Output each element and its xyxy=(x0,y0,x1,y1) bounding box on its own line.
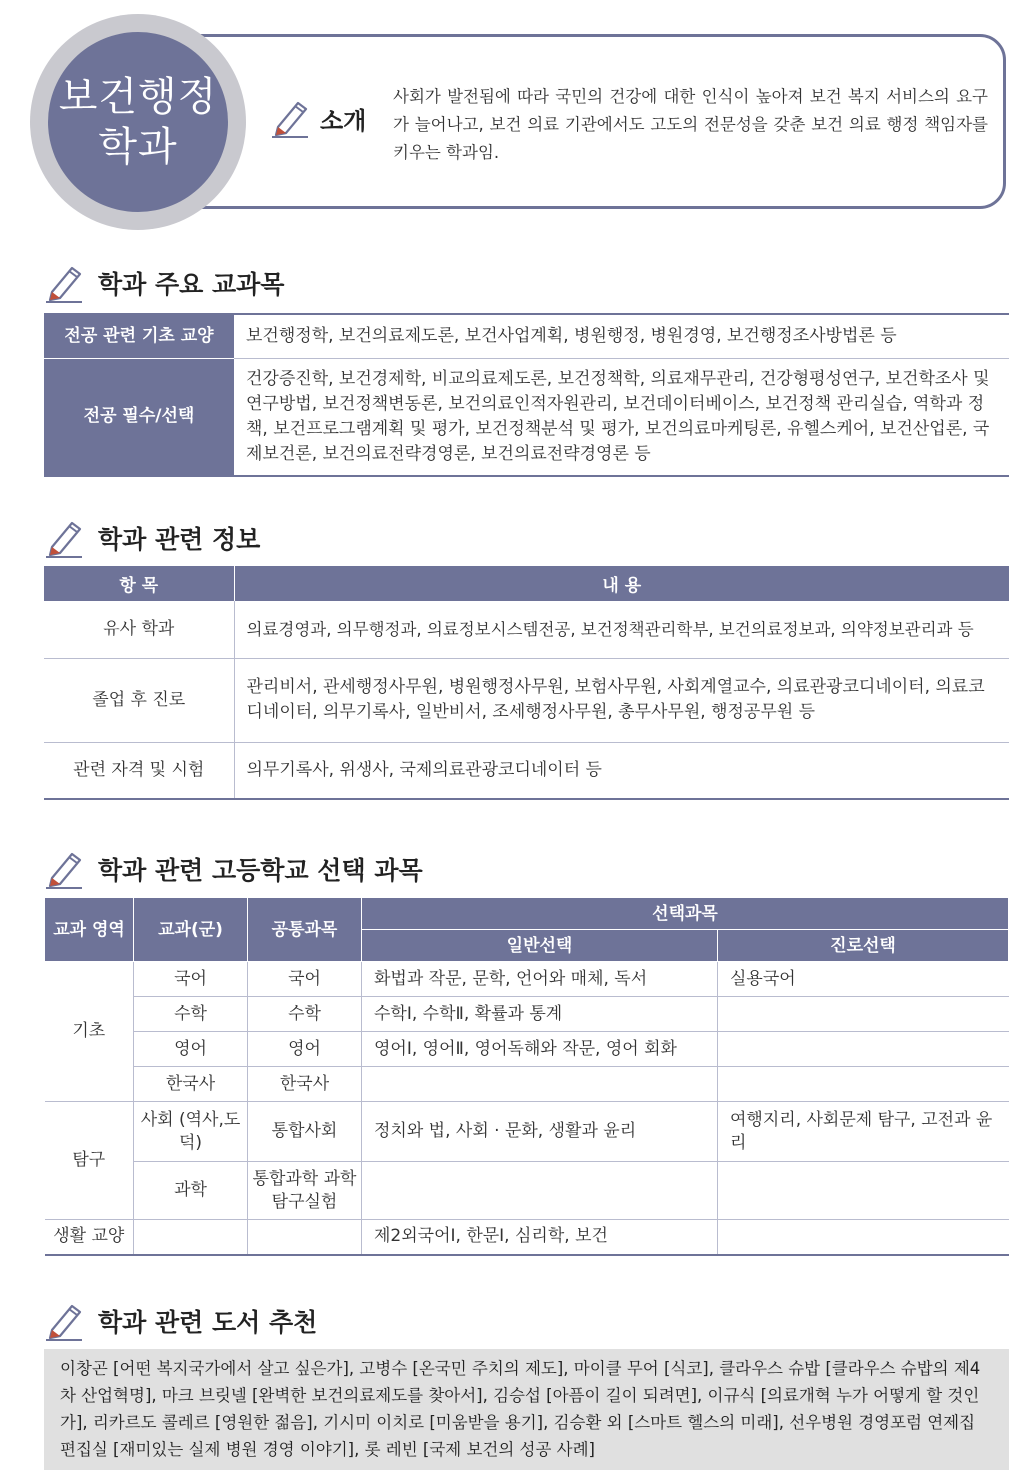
general-cell xyxy=(362,1162,718,1220)
section-title-courses: 학과 주요 교과목 xyxy=(44,262,284,304)
career-cell: 여행지리, 사회문제 탐구, 고전과 윤리 xyxy=(718,1102,1009,1162)
area-cell: 탐구 xyxy=(45,1102,134,1220)
row-label: 전공 필수/선택 xyxy=(44,358,234,476)
header-elective: 선택과목 xyxy=(362,898,1009,930)
table-row xyxy=(45,962,1009,997)
career-cell xyxy=(718,1162,1009,1220)
general-cell: 제2외국어Ⅰ, 한문Ⅰ, 심리학, 보건 xyxy=(362,1220,718,1255)
section-title-subjects: 학과 관련 고등학교 선택 과목 xyxy=(44,848,423,890)
header-group: 교과(군) xyxy=(134,898,248,962)
row-label: 전공 관련 기초 교양 xyxy=(44,314,234,358)
dept-title-line1: 보건행정 xyxy=(58,74,218,120)
area-cell: 생활 교양 xyxy=(45,1220,134,1255)
group-cell: 수학 xyxy=(134,997,248,1032)
header-content: 내 용 xyxy=(234,566,1009,601)
header-career: 진로선택 xyxy=(718,930,1009,962)
general-cell: 정치와 법, 사회 · 문화, 생활과 윤리 xyxy=(362,1102,718,1162)
courses-table xyxy=(44,313,1009,477)
table-row xyxy=(44,658,1009,742)
pencil-icon xyxy=(44,1300,84,1342)
table-row xyxy=(45,1220,1009,1255)
pencil-icon xyxy=(270,97,310,139)
group-cell: 영어 xyxy=(134,1032,248,1067)
common-cell: 국어 xyxy=(248,962,362,997)
common-cell: 통합과학 과학탐구실험 xyxy=(248,1162,362,1220)
table-row xyxy=(45,1067,1009,1102)
intro-text: 사회가 발전됨에 따라 국민의 건강에 대한 인식이 높아져 보건 복지 서비스의 요구가 늘어나고, 보건 의료 기관에서도 고도의 전문성을 갖춘 보건 의료 행정 책임자를 키우는 학과임. xyxy=(393,87,988,162)
career-cell xyxy=(718,1032,1009,1067)
career-cell xyxy=(718,997,1009,1032)
general-cell: 화법과 작문, 문학, 언어와 매체, 독서 xyxy=(362,962,718,997)
general-cell: 영어Ⅰ, 영어Ⅱ, 영어독해와 작문, 영어 회화 xyxy=(362,1032,718,1067)
book-recommendations: 이창곤 [어떤 복지국가에서 살고 싶은가], 고병수 [온국민 주치의 제도], 마이클 무어 [식코], 클라우스 슈밥 [클라우스 슈밥의 제4차 산업혁명], 마크 브릿넬 [완벽한 보건의료제도를 찾아서], 김승섭 [아픔이 길이 되려면], 이규식 [의료개혁 누가 어떻게 할 것인가], 리카르도 콜레르 [영원한 젊음], 기시미 이치로 [미움받을 용기], 김승환 외 [스마트 헬스의 미래], 선우병원 경영포럼 연제집 편집실 [재미있는 실제 병원 경영 이야기], 롯 레빈 [국제 보건의 성공 사례] xyxy=(44,1349,1009,1470)
general-cell: 수학Ⅰ, 수학Ⅱ, 확률과 통계 xyxy=(362,997,718,1032)
career-cell: 실용국어 xyxy=(718,962,1009,997)
common-cell: 영어 xyxy=(248,1032,362,1067)
group-cell: 사회 (역사,도덕) xyxy=(134,1102,248,1162)
table-row xyxy=(45,1032,1009,1067)
group-cell: 한국사 xyxy=(134,1067,248,1102)
table-row xyxy=(45,997,1009,1032)
section-title-info: 학과 관련 정보 xyxy=(44,517,260,559)
header-common: 공통과목 xyxy=(248,898,362,962)
dept-title-line2: 학과 xyxy=(98,124,178,170)
group-cell: 국어 xyxy=(134,962,248,997)
common-cell: 통합사회 xyxy=(248,1102,362,1162)
pencil-icon xyxy=(44,848,84,890)
row-content: 의료경영과, 의무행정과, 의료정보시스템전공, 보건정책관리학부, 보건의료정보과, 의약정보관리과 등 xyxy=(234,601,1009,658)
table-row xyxy=(44,358,1009,476)
career-cell xyxy=(718,1067,1009,1102)
group-cell xyxy=(134,1220,248,1255)
row-label: 관련 자격 및 시험 xyxy=(44,742,234,799)
table-row xyxy=(45,1162,1009,1220)
row-content: 관리비서, 관세행정사무원, 병원행정사무원, 보험사무원, 사회계열교수, 의료관광코디네이터, 의료코디네이터, 의무기록사, 일반비서, 조세행정사무원, 총무사무원, 행정공무원 등 xyxy=(234,658,1009,742)
general-cell xyxy=(362,1067,718,1102)
subjects-table xyxy=(44,897,1009,1256)
common-cell: 수학 xyxy=(248,997,362,1032)
row-content: 건강증진학, 보건경제학, 비교의료제도론, 보건정책학, 의료재무관리, 건강형평성연구, 보건학조사 및 연구방법, 보건정책변동론, 보건의료인적자원관리, 보건데이터베이스, 보건정책 관리실습, 역학과 정책, 보건프로그램계획 및 평가, 보건정책분석 및 평가, 보건의료마케팅론, 유헬스케어, 보건산업론, 국제보건론, 보건의료전략경영론, 보건의료전략경영론 등 xyxy=(246,368,990,464)
career-cell xyxy=(718,1220,1009,1255)
info-table xyxy=(44,566,1009,800)
pencil-icon xyxy=(44,262,84,304)
intro-label xyxy=(270,97,366,139)
table-row xyxy=(44,314,1009,358)
table-header xyxy=(44,566,1009,601)
table-header xyxy=(45,898,1009,930)
title-badge xyxy=(48,32,228,212)
table-row xyxy=(45,1102,1009,1162)
row-content: 보건행정학, 보건의료제도론, 보건사업계획, 병원행정, 병원경영, 보건행정조사방법론 등 xyxy=(234,314,1009,358)
group-cell: 과학 xyxy=(134,1162,248,1220)
table-row xyxy=(44,601,1009,658)
area-cell: 기초 xyxy=(45,962,134,1102)
section-title-books: 학과 관련 도서 추천 xyxy=(44,1300,317,1342)
row-label: 유사 학과 xyxy=(44,601,234,658)
pencil-icon xyxy=(44,517,84,559)
header-general: 일반선택 xyxy=(362,930,718,962)
common-cell xyxy=(248,1220,362,1255)
intro-label-text: 소개 xyxy=(320,106,367,135)
header-area: 교과 영역 xyxy=(45,898,134,962)
table-row xyxy=(44,742,1009,799)
row-content: 의무기록사, 위생사, 국제의료관광코디네이터 등 xyxy=(246,759,602,780)
header-item: 항 목 xyxy=(44,566,234,601)
row-label: 졸업 후 진로 xyxy=(44,658,234,742)
common-cell: 한국사 xyxy=(248,1067,362,1102)
